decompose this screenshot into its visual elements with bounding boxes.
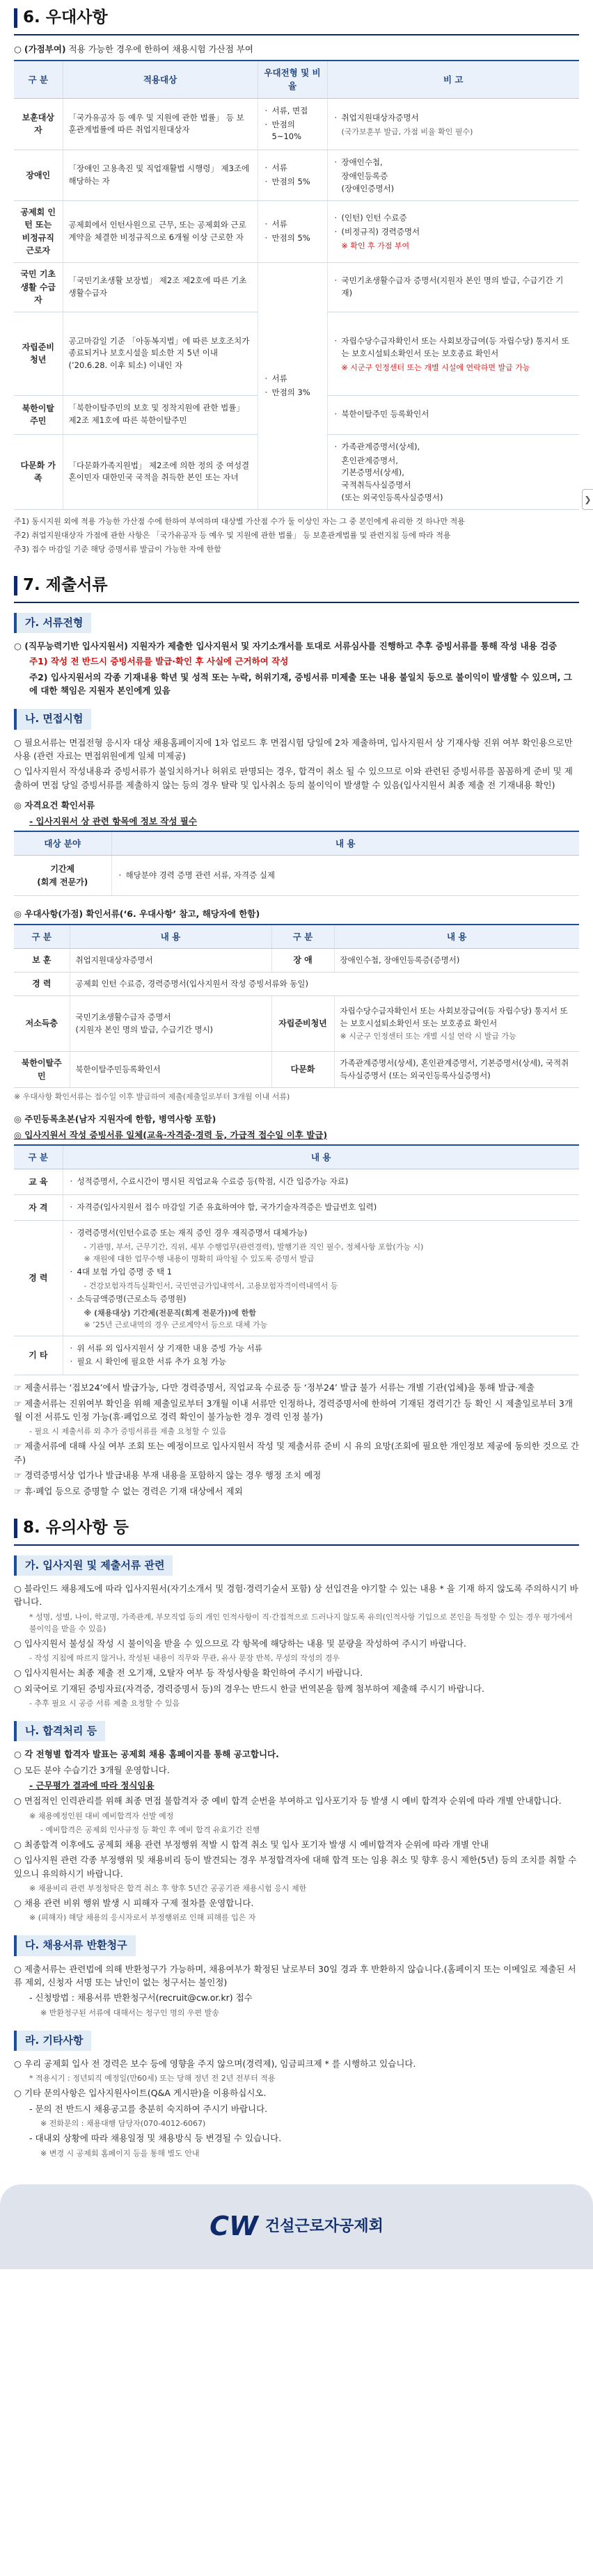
org-name: 건설근로자공제회 (264, 2217, 384, 2235)
section-6-title: 6. 우대사항 (23, 8, 108, 26)
section-bar (14, 8, 17, 28)
table-row: 다문화 가족 「다문화가족지원법」 제2조에 의한 정의 중 여성결혼이민자 대한민국 국적을 취득한 본인 또는 자녀 · 가족관계증명서(상세), 혼인관계증명서, 기본증명서(상세), 국적취득사실증명서 (또는 외국인등록사실증명서) (14, 434, 579, 509)
s7-sub-a: 가. 서류전형 (14, 613, 91, 633)
s8-sub-d: 라. 기타사항 (14, 2031, 91, 2051)
preference-table (14, 60, 579, 510)
table-row: 보 훈 취업지원대상자증명서 장 애 장애인수첩, 장애인등록증(증명서) (14, 949, 579, 973)
footer (0, 2184, 593, 2269)
shared-ratio: · 서류 · 만점의 3% (258, 263, 327, 510)
s8-sub-a: 가. 입사지원 및 제출서류 관련 (14, 1555, 173, 1576)
s6-notes: 주1) 동시지원 외에 적용 가능한 가산점 수에 한하여 부여하며 대상별 가산점 수가 둘 이상인 자는 그 중 본인에게 유리한 것 하나만 적용 주2) 취업지원대상자 가점에 관한 사항은 「국가유공자 등 예우 및 지원에 관한 법률」 등 보훈관계법률 및 관련지침 등에 따라 적용 주3) 접수 마감일 기준 해당 증명서류 발급이 가능한 자에 한함 (14, 516, 465, 554)
section-8-title: 8. 유의사항 등 (23, 1518, 129, 1537)
qualification-table: 대상 분야 내 용 기간제 (회계 전문가) · 해당분야 경력 증명 관련 서류, 자격증 실제 (14, 831, 579, 896)
page: 6. 우대사항 ○ (가점부여) 적용 가능한 경우에 한하여 채용시험 가산점 부여 구 분 적용대상 우대전형 및 비율 비 고 보훈대상자 「국가유공자 등 예우 및 지원에 관한 법률」 등 보훈관계법률에 따른 취업지원대상자 · 서류, 면접 · 만점의 5~10% · 취업지원대상자증명서 (국가보훈부 발급, 가점 비율 확인 필수) 장애인 「장애인 고용촉진 및 직업재활법 시행령」 제3조에 해당하는 자 · 서류 · 만점의 5% · 장애인수첩, 장애인등록증 (장애인증명서) 공제회 인턴 또는 비정규직 근로자 공제회에서 인턴사원으로 근무, 또는 공제회와 근로계약을 체결한 비정규직으로 6개월 이상 근로한 자 · 서류 · 만점의 5% · (인턴) 인턴 수료증 · (비정규직) 경력증명서 ※ 확인 후 가점 부여 국민 기초생활 수급자 「국민기초생활 보장법」 제2조 제2호에 따른 기초생활수급자 · 서류 · 만점의 3% · 국민기초생활수급자 증명서(지원자 본인 명의 발급, 수급기간 기재) 자립준비 청년 공고마감일 기준 「아동복지법」에 따른 보호조치가 종료되거나 보호시설을 퇴소한 지 5년 이내(’20.6.28. 이후 퇴소) 이내인 자 · 자립수당수급자확인서 또는 사회보장급여(등 자립수당) 통지서 또는 보호시설퇴소확인서 또는 보호종료 확인서 ※ 시군구 인정센터 또는 개별 시설에 연락하면 발급 가능 북한이탈주민 「북한이탈주민의 보호 및 정착지원에 관한 법률」 제2조 제1호에 따른 북한이탈주민 · 북한이탈주민 등록확인서 다문화 가족 「다문화가족지원법」 제2조에 의한 정의 중 여성결혼이민자 대한민국 국적을 취득한 본인 또는 자녀 · 가족관계증명서(상세), 혼인관계증명서, 기본증명서(상세), 국적취득사실증명서 (또는 외국인등록사실증명서) 주1) 동시지원 외에 적용 가능한 가산점 수에 한하여 부여하며 대상별 가산점 수가 둘 이상인 자는 그 중 본인에게 유리한 것 하나만 적용 주2) 취업지원대상자 가점에 관한 사항은 「국가유공자 등 예우 및 지원에 관한 법률」 등 보훈관계법률 및 관련지침 등에 따라 적용 주3) 접수 마감일 기준 해당 증명서류 발급이 가능한 자에 한함 7. 제출서류 가. 서류전형 ○ (직무능력기반 입사지원서) 지원자가 제출한 입사지원서 및 자기소개서를 토대로 서류심사를 진행하고 추후 증빙서류를 통해 작성 내용 검증 주1) 작성 전 반드시 증빙서류를 발급·확인 후 사실에 근거하여 작성 주2) 입사지원서의 각종 기재내용 학년 및 성적 또는 누락, 허위기재, 증빙서류 미제출 또는 내용 불일치 등으로 불이익이 발생할 수 있으며, 그에 대한 책임은 지원자 본인에게 있음 나. 면접시험 ○ 필요서류는 면접전형 응시자 대상 채용홈페이지에 1차 업로드 후 면접시험 당일에 2차 제출하며, 입사지원서 상 기재사항 진위 여부 확인용으로만 사용 (관련 자료는 면접위원에게 일체 미제공) ○ 입사지원서 작성내용과 증빙서류가 불일치하거나 허위로 판명되는 경우, 합격이 취소 될 수 있으므로 이와 관련된 증빙서류를 꼼꼼하게 준비 및 제출하여 면접 당일 증빙서류를 제출하지 않는 등의 경우 탈락 및 입사취소 등의 불이익이 발생할 수 있음(입사지원서 최종 제출 전 기재내용 확인) ◎ 자격요건 확인서류 - 입사지원서 상 관련 항목에 정보 작성 필수 대상 분야 내 용 기간제 (회계 전문가) · 해당분야 경력 증명 관련 서류, 자격증 실제 ◎ 우대사항(가점) 확인서류(‘6. 우대사항’ 참고, 해당자에 한함) 구 분 내 용 구 분 내 용 보 훈 취업지원대상자증명서 장 애 장애인수첩, 장애인등록증(증명서) 경 력 공제회 인턴 수료증, 경력증명서(입사지원서 작성 증빙서류와 동일) 저소득층 국민기초생활수급자 증명서 (지원자 본인 명의 발급, 수급기간 명시) 자립준비청년 자립수당수급자확인서 또는 사회보장급여(등 자립수당) 통지서 또는 보호시설퇴소확인서 또는 보호종료 확인서 ※ 시군구 인정센터 또는 개별 시설 연락 시 발급 가능 북한이탈주민 북한이탈주민등록확인서 다문화 가족관계증명서(상세), 혼인관계증명서, 기본증명서(상세), 국적취득사실증명서 (또는 외국인등록사실증명서) ※ 우대사항 확인서류는 접수일 이후 발급하여 제출(제출일로부터 3개월 이내 서류) ◎ 주민등록초본(남자 지원자에 한함, 병역사항 포함) ◎ 입사지원서 작성 증빙서류 일체(교육·자격증·경력 등, 가급적 접수일 이후 발급) 구 분 내 용 교 육 · 성적증명서, 수료시간이 명시된 직업교육 수료증 등(학점, 시간 입증가능 자료) 자 격 · 자격증(입사지원서 접수 마감일 기준 유효하여야 함, 국가기술자격증은 발급번호 입력) 경 력 · 경력증명서(인턴수료증 또는 재직 증인 경우 재직증명서 대체가능) - 기관명, 부서, 근무기간, 직위, 세부 수행업무(관련경력), 발행기관 직인 필수, 정체사항 포함(가능 시) ※ 재원에 대한 업무수행 내용이 명확히 파악될 수 있도록 증명서 발급 · 4대 보험 가입 증명 중 택 1 - 건강보험자격득실확인서, 국민연금가입내역서, 고용보험자격이력내역서 등 · 소득금액증명(근로소득 증명원) ※ (채용대상) 기간제(전문직(회계 전문가))에 한함 ※ ’25년 근로내역의 경우 근로계약서 등으로 대체 가능 기 타 · 위 서류 외 입사지원서 상 기재한 내용 증빙 가능 서류 · 필요 시 확인에 필요한 서류 추가 요청 가능 ☞ 제출서류는 ‘접보24’에서 발급가능, 다만 경력증명서, 직업교육 수료증 등 ‘정부24’ 발급 불가 서류는 개별 기관(업체)을 통해 발급·제출 ☞ 제출서류는 진위여부 확인을 위해 제출일로부터 3개월 이내 서류만 인정하나, 경력증명서에 한하여 기재된 경력기간 등 확인 시 제출일로부터 3개월 이전 서류도 인정 가능(휴·폐업으로 경력 확인이 불가능한 경우 경력 인정 불가) - 필요 시 제출서류 외 추가 증빙서류를 제출 요청할 수 있음 ☞ 제출서류에 대해 사실 여부 조회 또는 예정이므로 입사지원서 작성 및 제출서류 준비 시 유의 요망(조회에 필요한 개인정보 제공에 동의한 것으로 간주) ☞ 경력증명서상 업가나 발급내용 부재 내용을 포함하지 않는 경우 행정 조치 예정 ☞ 휴·폐업 등으로 증명할 수 없는 경력은 기재 대상에서 제외 8. 유의사항 등 가. 입사지원 및 제출서류 관련 ○ 블라인드 채용제도에 따라 입사지원서(자기소개서 및 경험·경력기술서 포함) 상 선입견을 야기할 수 있는 내용 * 을 기재 하지 않도록 주의하시기 바랍니다. * 성명, 성별, 나이, 학교명, 가족관계, 부모직업 등의 개인 인적사항이 직·간접적으로 드러나지 않도록 유의(인적사항 기입으로 본인을 특정할 수 있는 경우 평가에서 불이익을 받을 수 있음) ○ 입사지원서 불성실 작성 시 불이익을 받을 수 있으므로 각 항목에 해당하는 내용 및 분량을 작성하여 주시기 바랍니다. - 작성 지침에 따르지 않거나, 작성된 내용이 직무와 무관, 유사 문장 반복, 무성의 작성의 경우 ○ 입사지원서는 최종 제출 전 오기재, 오탈자 여부 등 작성사항을 확인하여 주시기 바랍니다. ○ 외국어로 기재된 증빙자료(자격증, 경력증명서 등)의 경우는 반드시 한글 번역본을 함께 첨부하여 제출해 주시기 바랍니다. - 추후 필요 시 공증 서류 제출 요청할 수 있음 나. 합격처리 등 ○ 각 전형별 합격자 발표는 공제회 채용 홈페이지를 통해 공고합니다. ○ 모든 분야 수습기간 3개월 운영합니다. - 근무평가 결과에 따라 정식임용 ○ 면접적인 인력관리를 위해 최종 면접 불합격자 중 예비 합격 순번을 부여하고 입사포기자 등 발생 시 예비 합격자 순위에 따라 개별 안내합니다. ※ 채용예정인원 대비 예비합격자 선발 예정 - 예비합격은 공제회 인사규정 등 확인 후 예비 합격 유효기간 진행 ○ 최종합격 이후에도 공제회 채용 관련 부정행위 적발 시 합격 취소 및 입사 포기자 발생 시 예비합격자 순위에 따라 개별 안내 ○ 입사지원 관련 각종 부정행위 및 채용비리 등이 발견되는 경우 부정합격자에 대해 합격 또는 임용 취소 및 향후 응시 제한(5년) 등의 조치를 취할 수 있으니 유의하시기 바랍니다. ※ 채용비리 관련 부정청탁은 합격 취소 후 향후 5년간 공공기관 채용시험 응시 제한 ○ 채용 관련 비위 행위 발생 시 피해자 구제 절차를 운영합니다. ※ (피해자) 해당 채용의 응시자로서 부정행위로 인해 피해를 입은 자 다. 채용서류 반환청구 ○ 제출서류는 관련법에 의해 반환청구가 가능하며, 채용여부가 확정된 날로부터 30일 경과 후 반환하지 않습니다.(홈페이지 또는 이메일로 제출된 서류 제외, 신청자 서명 또는 날인이 없는 청구서는 불인정) - 신청방법 : 채용서류 반환청구서(recruit@cw.or.kr) 접수 ※ 반환청구된 서류에 대해서는 청구인 명의 우편 발송 라. 기타사항 ○ 우리 공제회 입사 전 경력은 보수 등에 영향을 주지 않으며(경력제), 임금피크제 * 를 시행하고 있습니다. * 적용시기 : 정년퇴직 예정일(만60세) 또는 당해 정년 전 2년 전부터 적용 ○ 기타 문의사항은 입사지원사이트(Q&A 게시판)을 이용하십시오. - 문의 전 반드시 채용공고를 충분히 숙지하여 주시기 바랍니다. ※ 전화문의 : 채용대행 담당자(070-4012-6067) - 대내외 상황에 따라 채용일정 및 채용방식 등 변경될 수 있습니다. ※ 변경 시 공제회 홈페이지 등을 통해 별도 안내 ❯ (0, 6, 593, 2159)
table-row: 기간제 (회계 전문가) · 해당분야 경력 증명 관련 서류, 자격증 실제 (14, 856, 579, 896)
table-row: 보훈대상자 「국가유공자 등 예우 및 지원에 관한 법률」 등 보훈관계법률에 따른 취업지원대상자 · 서류, 면접 · 만점의 5~10% · 취업지원대상자증명서 (국가보훈부 발급, 가점 비율 확인 필수) (14, 98, 579, 150)
table-row: 장애인 「장애인 고용촉진 및 직업재활법 시행령」 제3조에 해당하는 자 · 서류 · 만점의 5% · 장애인수첩, 장애인등록증 (장애인증명서) (14, 150, 579, 200)
table-row: 자 격 · 자격증(입사지원서 접수 마감일 기준 유효하여야 함, 국가기술자격증은 발급번호 입력) (14, 1195, 579, 1221)
table-row: 저소득층 국민기초생활수급자 증명서 (지원자 본인 명의 발급, 수급기간 명시) 자립준비청년 자립수당수급자확인서 또는 사회보장급여(등 자립수당) 통지서 또는 보호시설퇴소확인서 또는 보호종료 확인서 ※ 시군구 인정센터 또는 개별 시설 연락 시 발급 가능 (14, 996, 579, 1052)
table-row: 북한이탈주민 「북한이탈주민의 보호 및 정착지원에 관한 법률」 제2조 제1호에 따른 북한이탈주민 · 북한이탈주민 등록확인서 (14, 395, 579, 434)
logo (209, 2206, 384, 2247)
table-row: 자립준비 청년 공고마감일 기준 「아동복지법」에 따른 보호조치가 종료되거나 보호시설을 퇴소한 지 5년 이내(’20.6.28. 이후 퇴소) 이내인 자 · 자립수당수급자확인서 또는 사회보장급여(등 자립수당) 통지서 또는 보호시설퇴소확인서 또는 보호종료 확인서 ※ 시군구 인정센터 또는 개별 시설에 연락하면 발급 가능 (14, 312, 579, 395)
section-bar (14, 1519, 17, 1538)
s8-sub-c: 다. 채용서류 반환청구 (14, 1935, 136, 1955)
s7-notes: ☞ 제출서류는 ‘접보24’에서 발급가능, 다만 경력증명서, 직업교육 수료증 등 ‘정부24’ 발급 불가 서류는 개별 기관(업체)을 통해 발급·제출 ☞ 제출서류는 진위여부 확인을 위해 제출일로부터 3개월 이내 서류만 인정하나, 경력증명서에 한하여 기재된 경력기간 등 확인 시 제출일로부터 3개월 이전 서류도 인정 가능(휴·폐업으로 경력 확인이 불가능한 경우 경력 인정 불가) - 필요 시 제출서류 외 추가 증빙서류를 제출 요청할 수 있음 ☞ 제출서류에 대해 사실 여부 조회 또는 예정이므로 입사지원서 작성 및 제출서류 준비 시 유의 요망(조회에 필요한 개인정보 제공에 동의한 것으로 간주) ☞ 경력증명서상 업가나 발급내용 부재 내용을 포함하지 않는 경우 행정 조치 예정 ☞ 휴·폐업 등으로 증명할 수 없는 경력은 기재 대상에서 제외 (14, 1382, 579, 1496)
table-row: 공제회 인턴 또는 비정규직 근로자 공제회에서 인턴사원으로 근무, 또는 공제회와 근로계약을 체결한 비정규직으로 6개월 이상 근로한 자 · 서류 · 만점의 5% · (인턴) 인턴 수료증 · (비정규직) 경력증명서 ※ 확인 후 가점 부여 (14, 200, 579, 262)
s6-intro: ○ (가점부여) 적용 가능한 경우에 한하여 채용시험 가산점 부여 (14, 43, 253, 54)
table-row: 경 력 공제회 인턴 수료증, 경력증명서(입사지원서 작성 증빙서류와 동일) (14, 973, 579, 996)
col-target: 적용대상 (63, 61, 258, 98)
section-7-title: 7. 제출서류 (23, 576, 108, 594)
table-row: 국민 기초생활 수급자 「국민기초생활 보장법」 제2조 제2호에 따른 기초생활수급자 · 서류 · 만점의 3% · 국민기초생활수급자 증명서(지원자 본인 명의 발급, 수급기간 기재) (14, 263, 579, 312)
section-7-header (14, 573, 579, 603)
table-row: 교 육 · 성적증명서, 수료시간이 명시된 직업교육 수료증 등(학점, 시간 입증가능 자료) (14, 1169, 579, 1195)
section-bar (14, 576, 17, 595)
section-8-header (14, 1516, 579, 1546)
cw-logo-icon: CW (209, 2211, 258, 2242)
col-ratio: 우대전형 및 비율 (258, 61, 327, 98)
section-6-header (14, 6, 579, 35)
chevron-right-icon[interactable]: ❯ (582, 489, 593, 510)
col-note: 비 고 (327, 61, 579, 98)
evidence-table: 구 분 내 용 교 육 · 성적증명서, 수료시간이 명시된 직업교육 수료증 등(학점, 시간 입증가능 자료) 자 격 · 자격증(입사지원서 접수 마감일 기준 유효하여야 함, 국가기술자격증은 발급번호 입력) 경 력 · 경력증명서(인턴수료증 또는 재직 증인 경우 재직증명서 대체가능) - 기관명, 부서, 근무기간, 직위, 세부 수행업무(관련경력), 발행기관 직인 필수, 정체사항 포함(가능 시) ※ 재원에 대한 업무수행 내용이 명확히 파악될 수 있도록 증명서 발급 · 4대 보험 가입 증명 중 택 1 - 건강보험자격득실확인서, 국민연금가입내역서, 고용보험자격이력내역서 등 · 소득금액증명(근로소득 증명원) ※ (채용대상) 기간제(전문직(회계 전문가))에 한함 ※ ’25년 근로내역의 경우 근로계약서 등으로 대체 가능 기 타 · 위 서류 외 입사지원서 상 기재한 내용 증빙 가능 서류 · 필요 시 확인에 필요한 서류 추가 요청 가능 (14, 1144, 579, 1375)
table-row: 경 력 · 경력증명서(인턴수료증 또는 재직 증인 경우 재직증명서 대체가능) - 기관명, 부서, 근무기간, 직위, 세부 수행업무(관련경력), 발행기관 직인 필수, 정체사항 포함(가능 시) ※ 재원에 대한 업무수행 내용이 명확히 파악될 수 있도록 증명서 발급 · 4대 보험 가입 증명 중 택 1 - 건강보험자격득실확인서, 국민연금가입내역서, 고용보험자격이력내역서 등 · 소득금액증명(근로소득 증명원) ※ (채용대상) 기간제(전문직(회계 전문가))에 한함 ※ ’25년 근로내역의 경우 근로계약서 등으로 대체 가능 (14, 1221, 579, 1336)
col-category: 구 분 (14, 61, 63, 98)
preference-docs-table: 구 분 내 용 구 분 내 용 보 훈 취업지원대상자증명서 장 애 장애인수첩, 장애인등록증(증명서) 경 력 공제회 인턴 수료증, 경력증명서(입사지원서 작성 증빙서류와 동일) 저소득층 국민기초생활수급자 증명서 (지원자 본인 명의 발급, 수급기간 명시) 자립준비청년 자립수당수급자확인서 또는 사회보장급여(등 자립수당) 통지서 또는 보호시설퇴소확인서 또는 보호종료 확인서 ※ 시군구 인정센터 또는 개별 시설 연락 시 발급 가능 북한이탈주민 북한이탈주민등록확인서 다문화 가족관계증명서(상세), 혼인관계증명서, 기본증명서(상세), 국적취득사실증명서 (또는 외국인등록사실증명서) (14, 924, 579, 1089)
table-row: 기 타 · 위 서류 외 입사지원서 상 기재한 내용 증빙 가능 서류 · 필요 시 확인에 필요한 서류 추가 요청 가능 (14, 1336, 579, 1375)
table-row: 북한이탈주민 북한이탈주민등록확인서 다문화 가족관계증명서(상세), 혼인관계증명서, 기본증명서(상세), 국적취득사실증명서 (또는 외국인등록사실증명서) (14, 1052, 579, 1088)
s8-sub-b: 나. 합격처리 등 (14, 1721, 105, 1741)
s7-sub-b: 나. 면접시험 (14, 709, 91, 729)
